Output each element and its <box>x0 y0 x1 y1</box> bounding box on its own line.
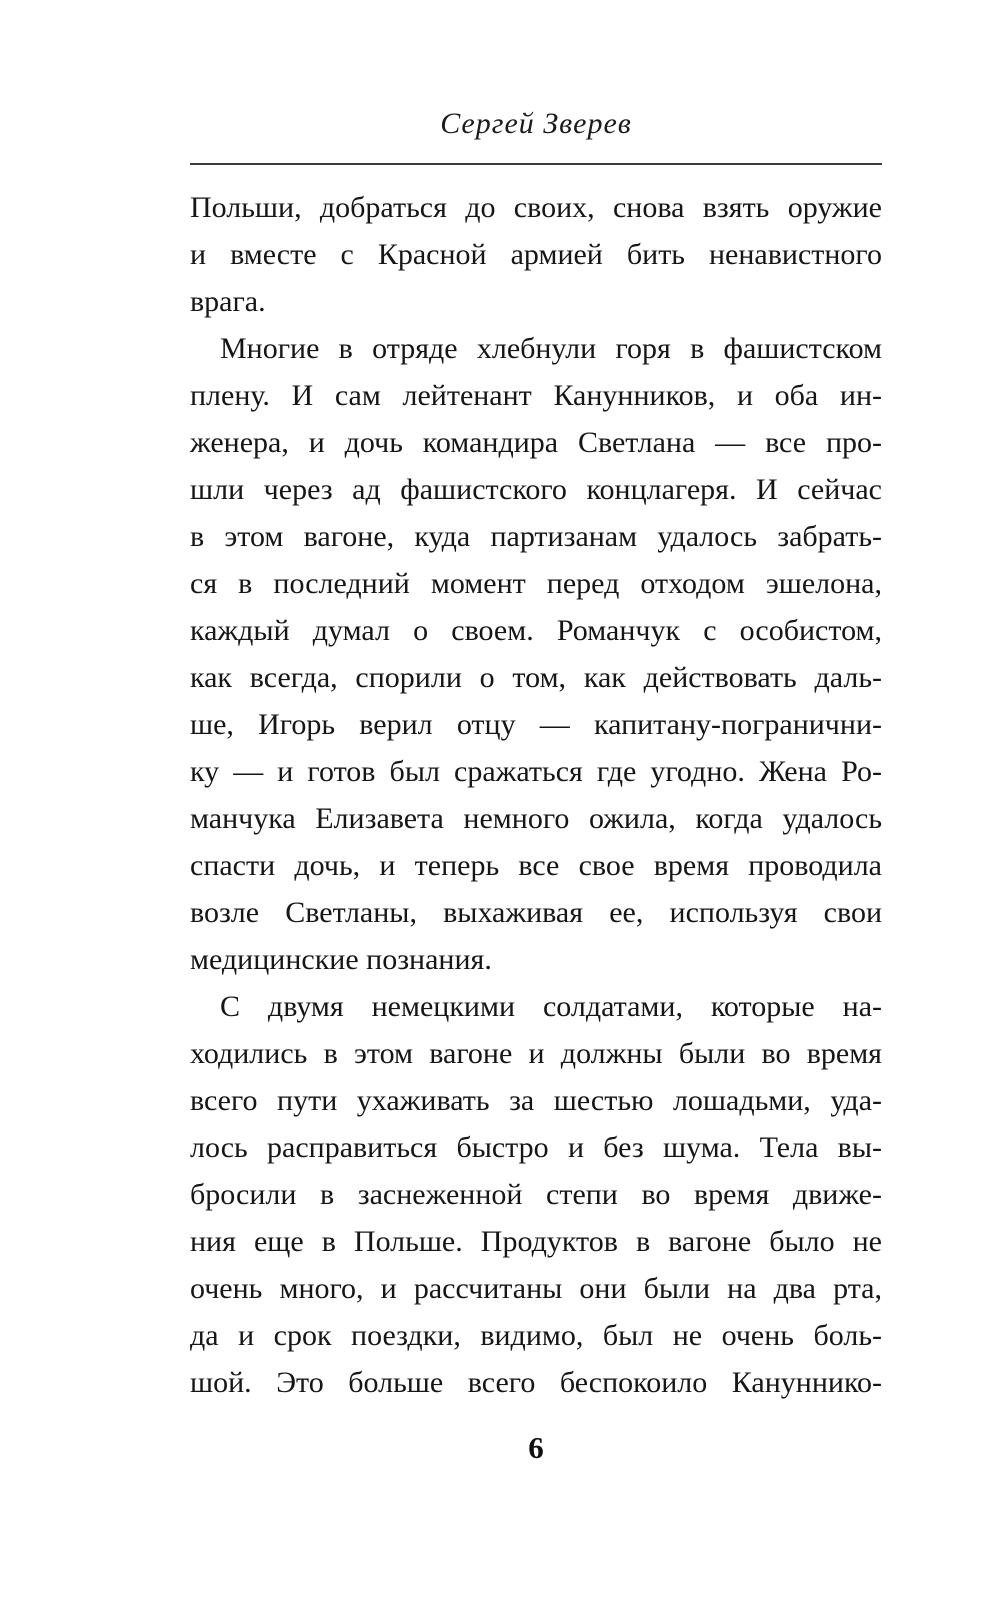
text-line: очень много, и рассчитаны они были на два рта, <box>190 1272 882 1305</box>
text-line: как всегда, спорили о том, как действовать даль- <box>190 661 882 694</box>
text-line: ния еще в Польше. Продуктов в вагоне было не <box>190 1225 882 1258</box>
text-line: и вместе с Красной армией бить ненавистного <box>190 238 882 271</box>
text-line: да и срок поездки, видимо, был не очень боль- <box>190 1319 882 1352</box>
running-head-author: Сергей Зверев <box>440 107 632 140</box>
text-line: ку — и готов был сражаться где угодно. Жена Ро- <box>190 755 882 788</box>
text-line: лось расправиться быстро и без шума. Тела вы- <box>190 1131 882 1164</box>
text-line: возле Светланы, выхаживая ее, используя свои <box>190 896 882 929</box>
text-line: ходились в этом вагоне и должны были во время <box>190 1037 882 1070</box>
text-line: всего пути ухаживать за шестью лошадьми, уда- <box>190 1084 882 1117</box>
text-line: бросили в заснеженной степи во время движе- <box>190 1178 882 1211</box>
text-line: плену. И сам лейтенант Канунников, и оба ин- <box>190 379 882 412</box>
text-line: спасти дочь, и теперь все свое время проводила <box>190 849 882 882</box>
text-line: каждый думал о своем. Романчук с особистом, <box>190 614 882 647</box>
text-line: Польши, добраться до своих, снова взять оружие <box>190 191 882 224</box>
text-line: шли через ад фашистского концлагеря. И сейчас <box>190 473 882 506</box>
header-divider <box>190 163 882 165</box>
text-line: шой. Это больше всего беспокоило Кануннико- <box>190 1366 882 1399</box>
text-line: женера, и дочь командира Светлана — все про- <box>190 426 882 459</box>
text-line: медицинские познания. <box>190 943 492 976</box>
text-line: в этом вагоне, куда партизанам удалось забрать- <box>190 520 882 553</box>
text-line: Многие в отряде хлебнули горя в фашистском <box>220 332 882 365</box>
text-line: С двумя немецкими солдатами, которые на- <box>220 990 882 1023</box>
text-line: манчука Елизавета немного ожила, когда удалось <box>190 802 882 835</box>
text-line: ше, Игорь верил отцу — капитану-погранични- <box>190 708 882 741</box>
page-body-text <box>190 184 882 1406</box>
text-line: ся в последний момент перед отходом эшелона, <box>190 567 882 600</box>
text-line: врага. <box>190 285 266 318</box>
page-number: 6 <box>528 1430 544 1465</box>
